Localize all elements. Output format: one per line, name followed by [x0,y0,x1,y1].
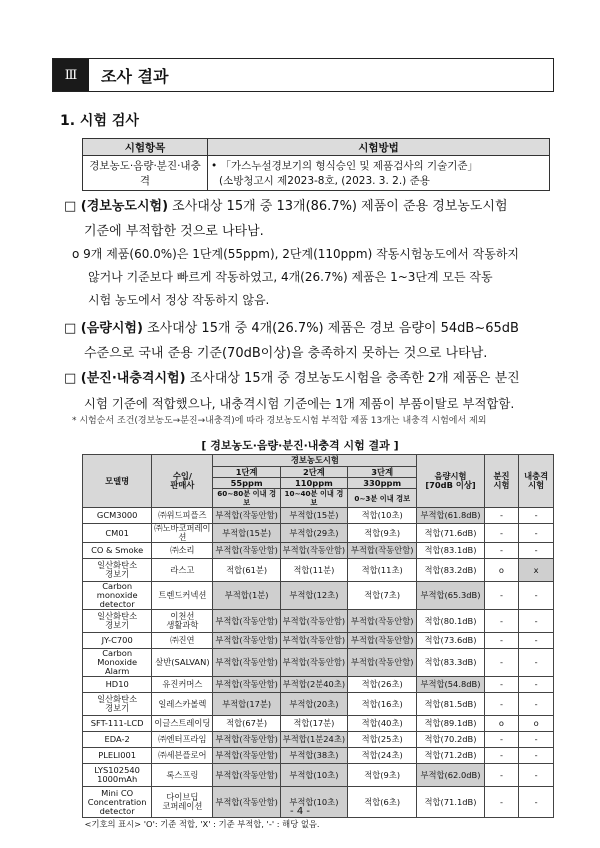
cell-model: 일산화탄소 경보기 [83,693,152,716]
table-row [83,633,554,649]
cell-step3: 적합(9초) [348,524,417,543]
results-table [82,454,554,830]
header-step3: 3단계 [348,467,417,478]
cell-step3: 적합(26초) [348,677,417,693]
method-table-header-method: 시험방법 [208,139,550,156]
cell-dust: - [484,764,519,787]
cell-model: 일산화탄소 경보기 [83,610,152,633]
header-cond1: 60~80분 이내 경보 [213,489,280,508]
cell-seller: 일레스카볼렉 [152,693,213,716]
cell-model: 일산화탄소 경보기 [83,559,152,582]
header-volume: 음량시험 [70dB 이상] [417,455,484,508]
cell-volume: 부적합(62.0dB) [417,764,484,787]
header-importer: 수입/ 판매사 [152,455,213,508]
cell-seller: 유진커머스 [152,677,213,693]
cell-step2: 부적합(작동안함) [280,633,347,649]
cell-volume: 부적합(61.8dB) [417,508,484,524]
cell-step1: 부적합(15분) [213,524,280,543]
method-table-item: 경보농도·음량·분진·내충격 [83,156,208,191]
cell-volume: 적합(71.1dB) [417,787,484,818]
cell-step3: 적합(40초) [348,716,417,732]
cell-step2: 부적합(15분) [280,508,347,524]
cell-step1: 부적합(작동안함) [213,543,280,559]
cell-shock: - [519,649,554,677]
cell-dust: - [484,732,519,748]
header-concentration: 경보농도시험 [213,455,417,467]
cell-step3: 부적합(작동안함) [348,633,417,649]
cell-dust: - [484,508,519,524]
results-table-title: [ 경보농도·음량·분진·내충격 시험 결과 ] [201,439,399,452]
cell-step2: 부적합(작동안함) [280,610,347,633]
cell-shock: - [519,610,554,633]
cell-step1: 부적합(17분) [213,693,280,716]
cell-step1: 적합(67분) [213,716,280,732]
cell-step2: 적합(11분) [280,559,347,582]
header-cond2: 10~40분 이내 경보 [280,489,347,508]
cell-step2: 부적합(20초) [280,693,347,716]
cell-model: Carbon monoxide detector [83,582,152,610]
cell-dust: - [484,649,519,677]
cell-model: SFT-111-LCD [83,716,152,732]
cell-shock: - [519,543,554,559]
cell-shock: x [519,559,554,582]
cell-dust: - [484,787,519,818]
cell-step1: 부적합(작동안함) [213,748,280,764]
cell-shock: - [519,677,554,693]
cell-seller: 다이브딥 코퍼레이션 [152,787,213,818]
cell-step1: 부적합(작동안함) [213,732,280,748]
cell-step2: 부적합(작동안함) [280,649,347,677]
cell-step2: 부적합(12초) [280,582,347,610]
cell-dust: o [484,559,519,582]
table-row [83,693,554,716]
cell-model: GCM3000 [83,508,152,524]
cell-step3: 적합(25초) [348,732,417,748]
table-row [83,649,554,677]
page-number: - 4 - [290,806,310,817]
cell-dust: - [484,633,519,649]
table-row [83,508,554,524]
legend: <기호의 표시> 'O': 기준 적합, 'X' : 기준 부적합, '-' : 해당 없음. [83,818,554,831]
cell-step2: 부적합(10초) [280,787,347,818]
cell-step2: 적합(17분) [280,716,347,732]
cell-step1: 부적합(1분) [213,582,280,610]
footnote: * 시험순서 조건(경보농도→분진→내충격)에 따라 경보농도시험 부적합 제품 13개는 내충격 시험에서 제외 [72,416,487,426]
cell-step3: 적합(9초) [348,764,417,787]
paragraph-text: 시험 기준에 적합했으나, 내충격시험 기준에는 1개 제품이 부품이탈로 부적합함. [84,396,515,411]
paragraph-text: 수준으로 국내 준용 기준(70dB이상)을 충족하지 못하는 것으로 나타남. [84,346,488,361]
section-title: 조사 결과 [101,66,169,86]
header-cond3: 0~3분 이내 경보 [348,489,417,508]
cell-shock: - [519,732,554,748]
cell-model: PLELI001 [83,748,152,764]
method-table-method [208,156,550,191]
table-row [83,716,554,732]
cell-model: Mini CO Concentration detector [83,787,152,818]
cell-volume: 적합(81.5dB) [417,693,484,716]
cell-dust: - [484,677,519,693]
cell-step2: 부적합(1분24초) [280,732,347,748]
cell-step2: 부적합(작동안함) [280,543,347,559]
cell-seller: 라스고 [152,559,213,582]
cell-step1: 부적합(작동안함) [213,764,280,787]
cell-step1: 부적합(작동안함) [213,508,280,524]
cell-dust: - [484,543,519,559]
cell-volume: 부적합(65.3dB) [417,582,484,610]
cell-volume: 적합(83.1dB) [417,543,484,559]
header-step2: 2단계 [280,467,347,478]
cell-dust: - [484,610,519,633]
cell-volume: 적합(73.6dB) [417,633,484,649]
cell-shock: - [519,764,554,787]
cell-shock: - [519,508,554,524]
cell-dust: - [484,748,519,764]
table-row [83,677,554,693]
paragraph-label: □ (분진·내충격시험) [64,371,186,386]
sub-line: ο 9개 제품(60.0%)은 1단계(55ppm), 2단계(110ppm) 작동시험농도에서 작동하지 [72,247,520,261]
table-row [83,582,554,610]
cell-shock: - [519,524,554,543]
cell-seller: ㈜노바코퍼레이션 [152,524,213,543]
cell-step3: 적합(16초) [348,693,417,716]
method-line-2: (소방청고시 제2023-8호, (2023. 3. 2.) 준용 [219,175,430,187]
paragraph-text: 조사대상 15개 중 13개(86.7%) 제품이 준용 경보농도시험 [168,199,508,214]
cell-dust: - [484,693,519,716]
table-row [83,543,554,559]
cell-step2: 부적합(10초) [280,764,347,787]
cell-seller: ㈜진연 [152,633,213,649]
header-model: 모델명 [83,455,152,508]
cell-seller: 이글스트레이딩 [152,716,213,732]
cell-step2: 부적합(38초) [280,748,347,764]
method-line-1: • 「가스누설경보기의 형식승인 및 제품검사의 기술기준」 [211,160,479,172]
cell-step1: 부적합(작동안함) [213,649,280,677]
cell-model: JY-C700 [83,633,152,649]
paragraph-label: □ (경보농도시험) [64,199,169,214]
paragraph-text: 기준에 부적합한 것으로 나타남. [84,224,264,239]
cell-step1: 부적합(작동안함) [213,610,280,633]
cell-seller: 트렌드커넥션 [152,582,213,610]
subparagraph-concentration-detail [72,243,519,312]
cell-step1: 적합(61분) [213,559,280,582]
cell-seller: ㈜위드피플즈 [152,508,213,524]
cell-seller: ㈜세븐플로어 [152,748,213,764]
section-number: Ⅲ [53,59,89,91]
header-step1: 1단계 [213,467,280,478]
cell-step3: 적합(11초) [348,559,417,582]
cell-step2: 부적합(29초) [280,524,347,543]
cell-shock: - [519,748,554,764]
paragraph-dust-shock [64,366,520,416]
cell-shock: - [519,693,554,716]
cell-model: HD10 [83,677,152,693]
method-table [82,138,550,191]
cell-shock: - [519,787,554,818]
cell-step3: 부적합(작동안함) [348,649,417,677]
cell-model: Carbon Monoxide Alarm [83,649,152,677]
cell-seller: 이천선 생활과학 [152,610,213,633]
section-header [52,58,554,92]
cell-seller: ㈜소리 [152,543,213,559]
cell-volume: 적합(71.2dB) [417,748,484,764]
method-table-header-item: 시험항목 [83,139,208,156]
cell-step3: 부적합(작동안함) [348,610,417,633]
table-row [83,748,554,764]
cell-volume: 부적합(54.8dB) [417,677,484,693]
cell-volume: 적합(70.2dB) [417,732,484,748]
cell-step3: 적합(7초) [348,582,417,610]
cell-dust: - [484,524,519,543]
paragraph-label: □ (음량시험) [64,321,143,336]
table-row [83,559,554,582]
paragraph-text: 조사대상 15개 중 4개(26.7%) 제품은 경보 음량이 54dB~65dB [142,321,519,336]
cell-step1: 부적합(작동안함) [213,787,280,818]
cell-step1: 부적합(작동안함) [213,633,280,649]
table-row [83,764,554,787]
heading-test-inspection: 1. 시험 검사 [60,113,139,129]
cell-seller: ㈜엔터프라임 [152,732,213,748]
cell-step3: 부적합(작동안함) [348,543,417,559]
cell-model: CM01 [83,524,152,543]
cell-shock: - [519,633,554,649]
cell-shock: - [519,582,554,610]
cell-step1: 부적합(작동안함) [213,677,280,693]
header-ppm2: 110ppm [280,478,347,489]
cell-model: EDA-2 [83,732,152,748]
cell-volume: 적합(71.6dB) [417,524,484,543]
sub-line: 시험 농도에서 정상 작동하지 않음. [88,293,270,307]
cell-model: CO & Smoke [83,543,152,559]
cell-dust: - [484,582,519,610]
cell-volume: 적합(80.1dB) [417,610,484,633]
cell-volume: 적합(89.1dB) [417,716,484,732]
header-ppm3: 330ppm [348,478,417,489]
cell-shock: o [519,716,554,732]
paragraph-text: 조사대상 15개 중 경보농도시험을 충족한 2개 제품은 분진 [185,371,520,386]
table-row [83,610,554,633]
table-row [83,524,554,543]
paragraph-alarm-concentration [64,194,508,244]
table-row [83,732,554,748]
header-dust: 분진 시험 [484,455,519,508]
cell-step3: 적합(24초) [348,748,417,764]
cell-model: LYS102540 1000mAh [83,764,152,787]
cell-dust: o [484,716,519,732]
cell-volume: 적합(83.3dB) [417,649,484,677]
cell-step3: 적합(10초) [348,508,417,524]
header-shock: 내충격 시험 [519,455,554,508]
cell-seller: 살반(SALVAN) [152,649,213,677]
cell-volume: 적합(83.2dB) [417,559,484,582]
sub-line: 않거나 기준보다 빠르게 작동하였고, 4개(26.7%) 제품은 1~3단계 모든 작동 [88,270,493,284]
cell-seller: 록스프링 [152,764,213,787]
header-ppm1: 55ppm [213,478,280,489]
cell-step3: 적합(6초) [348,787,417,818]
paragraph-volume [64,316,519,366]
cell-step2: 부적합(2분40초) [280,677,347,693]
